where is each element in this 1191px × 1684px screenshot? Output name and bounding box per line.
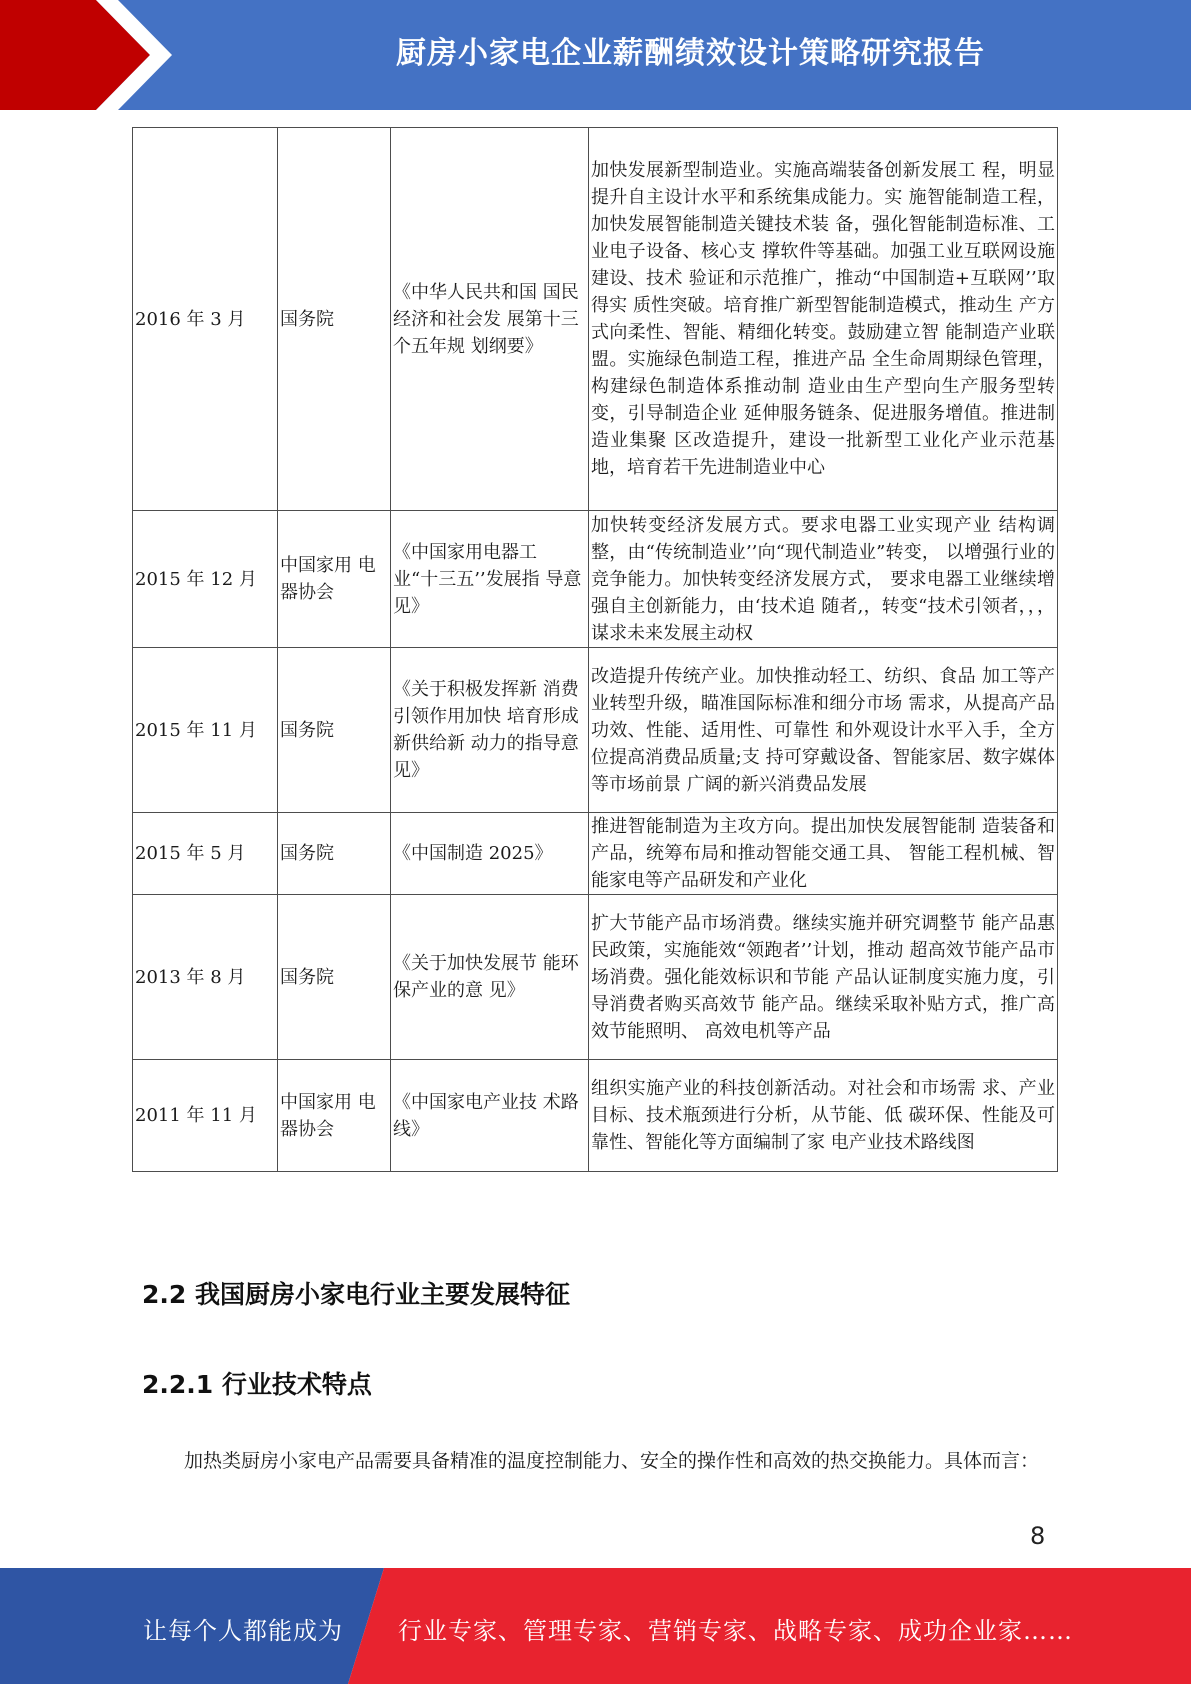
content-cell: 加快转变经济发展方式。要求电器工业实现产业 结构调整，由“传统制造业’’向“现代制造业”转变， 以增强行业的竞争能力。加快转变经济发展方式， 要求电器工业继续增强自主创新能力，由‘技术追 随者,，转变“技术引领者，，，谋求未来发展主动权	[589, 511, 1058, 648]
body-paragraph: 加热类厨房小家电产品需要具备精准的温度控制能力、安全的操作性和高效的热交换能力。具体而言：	[184, 1450, 1040, 1472]
document-cell: 《中国家电产业技 术路线》	[391, 1060, 589, 1172]
date-cell: 2016 年 3 月	[133, 128, 278, 511]
content-cell: 组织实施产业的科技创新活动。对社会和市场需 求、产业目标、技术瓶颈进行分析，从节能、低 碳环保、性能及可靠性、智能化等方面编制了家 电产业技术路线图	[589, 1060, 1058, 1172]
content-cell: 扩大节能产品市场消费。继续实施并研究调整节 能产品惠民政策，实施能效“领跑者’’计划，推动 超高效节能产品市场消费。强化能效标识和节能 产品认证制度实施力度，引导消费者购买高效节 能产品。继续采取补贴方式，推广高效节能照明、 高效电机等产品	[589, 895, 1058, 1060]
date-cell: 2015 年 12 月	[133, 511, 278, 648]
subsection-heading: 2.2.1 行业技术特点	[142, 1370, 372, 1399]
footer-slogan-right: 行业专家、管理专家、营销专家、战略专家、成功企业家……	[398, 1617, 1073, 1645]
section-heading: 2.2 我国厨房小家电行业主要发展特征	[142, 1280, 570, 1309]
issuer-cell: 国务院	[278, 648, 391, 813]
date-cell: 2011 年 11 月	[133, 1060, 278, 1172]
table-row	[133, 895, 1058, 1060]
page-footer	[0, 1568, 1191, 1684]
table-row	[133, 1060, 1058, 1172]
header-title: 厨房小家电企业薪酬绩效设计策略研究报告	[396, 36, 985, 71]
policy-table	[132, 127, 1058, 1172]
page-number: 8	[1030, 1522, 1046, 1550]
table-row	[133, 813, 1058, 895]
table-row	[133, 511, 1058, 648]
content-cell: 推进智能制造为主攻方向。提出加快发展智能制 造装备和产品，统筹布局和推动智能交通工具、 智能工程机械、智能家电等产品研发和产业化	[589, 813, 1058, 895]
date-cell: 2015 年 5 月	[133, 813, 278, 895]
footer-slogan-left: 让每个人都能成为	[143, 1617, 343, 1645]
date-cell: 2015 年 11 月	[133, 648, 278, 813]
document-cell: 《关于积极发挥新 消费引领作用加快 培育形成新供给新 动力的指导意见》	[391, 648, 589, 813]
document-cell: 《中国家用电器工 业“十三五’’发展指 导意见》	[391, 511, 589, 648]
document-cell: 《中华人民共和国 国民经济和社会发 展第十三个五年规 划纲要》	[391, 128, 589, 511]
content-cell: 改造提升传统产业。加快推动轻工、纺织、食品 加工等产业转型升级，瞄准国际标准和细分市场 需求，从提高产品功效、性能、适用性、可靠性 和外观设计水平入手，全方位提高消费品质量;支 持可穿戴设备、智能家居、数字媒体等市场前景 广阔的新兴消费品发展	[589, 648, 1058, 813]
page-header	[0, 0, 1191, 110]
document-cell: 《中国制造 2025》	[391, 813, 589, 895]
issuer-cell: 国务院	[278, 813, 391, 895]
issuer-cell: 国务院	[278, 895, 391, 1060]
table-row	[133, 648, 1058, 813]
issuer-cell: 国务院	[278, 128, 391, 511]
document-cell: 《关于加快发展节 能环保产业的意 见》	[391, 895, 589, 1060]
date-cell: 2013 年 8 月	[133, 895, 278, 1060]
table-row	[133, 128, 1058, 511]
issuer-cell: 中国家用 电器协会	[278, 511, 391, 648]
content-cell: 加快发展新型制造业。实施高端装备创新发展工 程，明显提升自主设计水平和系统集成能力。实 施智能制造工程，加快发展智能制造关键技术装 备，强化智能制造标准、工业电子设备、核心支 撑软件等基础。加强工业互联网设施建设、技术 验证和示范推广，推动“中国制造+互联网’’取得实 质性突破。培育推广新型智能制造模式，推动生 产方式向柔性、智能、精细化转变。鼓励建立智 能制造产业联盟。实施绿色制造工程，推进产品 全生命周期绿色管理，构建绿色制造体系推动制 造业由生产型向生产服务型转变，引导制造企业 延伸服务链条、促进服务增值。推进制造业集聚 区改造提升，建设一批新型工业化产业示范基地，培育若干先进制造业中心	[589, 128, 1058, 511]
issuer-cell: 中国家用 电器协会	[278, 1060, 391, 1172]
